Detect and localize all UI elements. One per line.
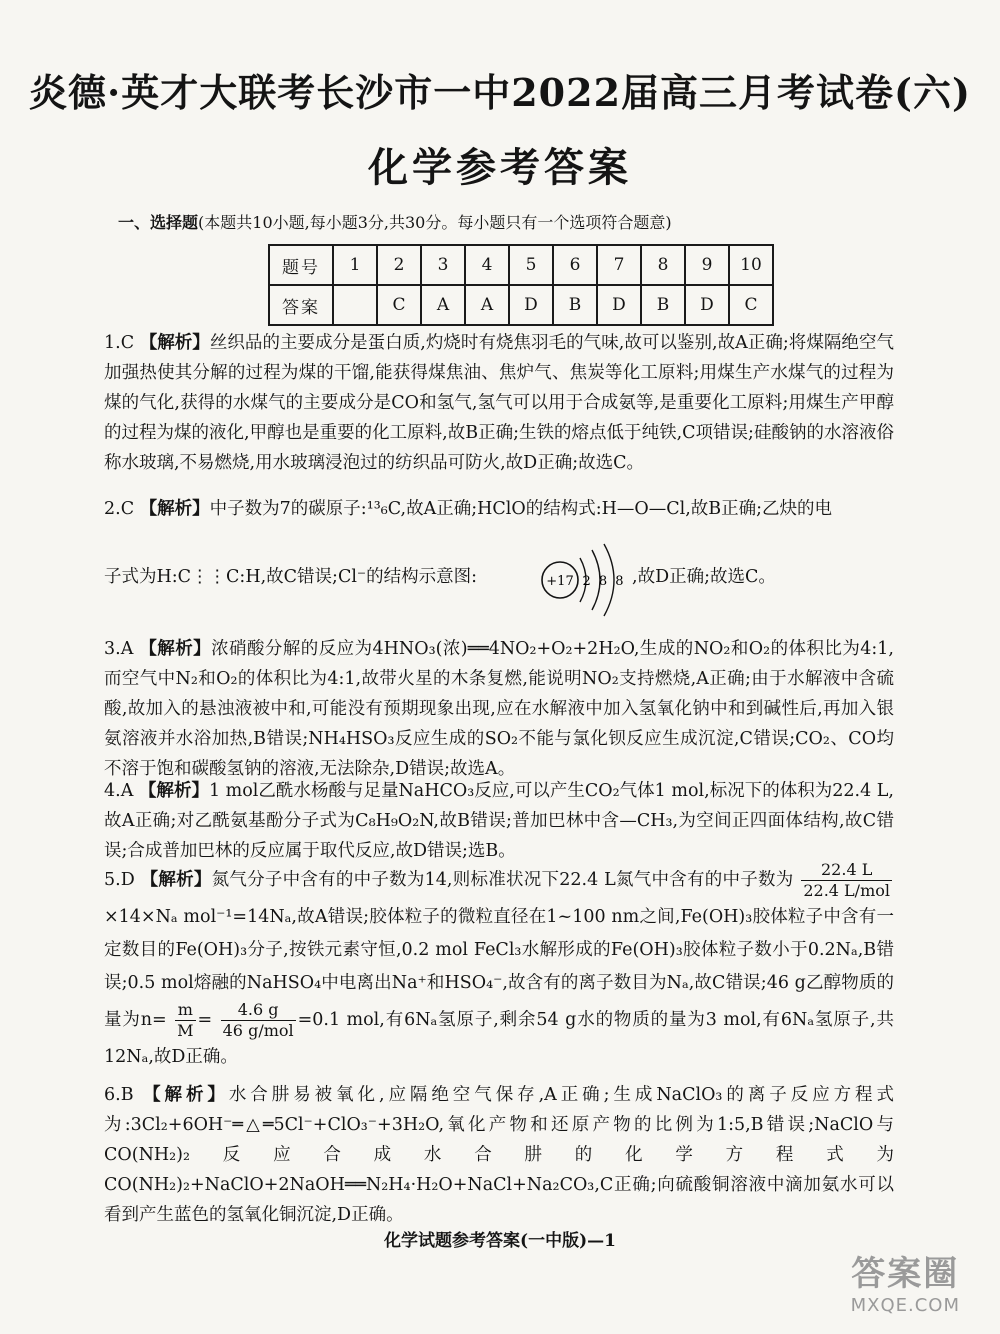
question-text: =0.1 mol,有6Nₐ氢原子,剩余54 g水的物质的量为3 mol,有6Nₐ氢原子,共12Nₐ,故D正确。	[104, 1010, 894, 1067]
fraction-denominator: M	[177, 1021, 194, 1040]
question-4	[104, 776, 894, 866]
section-label: 一、选择题	[118, 213, 199, 232]
table-cell: 9	[685, 245, 729, 285]
fraction	[801, 860, 892, 901]
question-text: =	[197, 1010, 213, 1030]
question-number: 3.A	[104, 639, 134, 659]
question-2	[104, 494, 894, 524]
question-number: 5.D	[104, 870, 135, 890]
fraction-numerator: 22.4 L	[801, 860, 892, 881]
table-cell: 4	[465, 245, 509, 285]
table-cell: 5	[509, 245, 553, 285]
table-cell: B	[553, 285, 597, 325]
table-cell: A	[421, 285, 465, 325]
answer-table-row-answers	[269, 285, 773, 325]
question-6	[104, 1080, 894, 1230]
question-text: 子式为H:C⋮⋮C:H,故C错误;Cl⁻的结构示意图:	[104, 567, 478, 587]
table-header-cell: 题号	[269, 245, 333, 285]
question-2-tail	[632, 562, 892, 592]
question-text: 氮气分子中含有的中子数为14,则标准状况下22.4 L氮气中含有的中子数为	[211, 870, 794, 890]
watermark-logo	[851, 1246, 960, 1316]
chlorine-ion-structure-diagram	[540, 540, 630, 620]
table-cell: 2	[377, 245, 421, 285]
question-text: 中子数为7的碳原子:¹³₆C,故A正确;HClO的结构式:H—O—Cl,故B正确;乙炔的电	[209, 499, 833, 519]
nucleus-charge: +17	[546, 574, 574, 589]
table-cell: C	[729, 285, 773, 325]
analysis-tag: 【解析】	[139, 639, 212, 659]
question-text: ,故D正确;故选C。	[632, 567, 776, 587]
page-footer: 化学试题参考答案(一中版)—1	[384, 1231, 616, 1251]
analysis-tag: 【解析】	[143, 1085, 229, 1105]
table-header-cell: 答案	[269, 285, 333, 325]
question-number: 2.C	[104, 499, 135, 519]
answer-table	[268, 244, 774, 326]
question-5	[104, 860, 894, 1074]
question-text: 丝织品的主要成分是蛋白质,灼烧时有烧焦羽毛的气味,故可以鉴别,故A正确;将煤隔绝空气加强热使其分解的过程为煤的干馏,能获得煤焦油、焦炉气、焦炭等化工原料;用煤生产水煤气的过程为煤的气化,获得的水煤气的主要成分是CO和氢气,氢气可以用于合成氨等,是重要化工原料;用煤生产甲醇的过程为煤的液化,甲醇也是重要的化工原料,故B正确;生铁的熔点低于纯铁,C项错误;硅酸钠的水溶液俗称水玻璃,不易燃烧,用水玻璃浸泡过的纺织品可防火,故D正确;故选C。	[104, 333, 894, 473]
fraction	[221, 1000, 296, 1041]
table-cell	[333, 285, 377, 325]
watermark-text: 答案圈	[851, 1254, 960, 1294]
table-cell: 7	[597, 245, 641, 285]
answer-table-row-numbers	[269, 245, 773, 285]
analysis-tag: 【解析】	[139, 499, 210, 519]
table-cell: D	[685, 285, 729, 325]
table-cell: C	[377, 285, 421, 325]
section-heading	[118, 210, 672, 233]
fraction-numerator: 4.6 g	[221, 1000, 296, 1021]
analysis-tag: 【解析】	[139, 333, 210, 353]
table-cell: 6	[553, 245, 597, 285]
table-cell: 10	[729, 245, 773, 285]
analysis-tag: 【解析】	[140, 870, 212, 890]
table-cell: B	[641, 285, 685, 325]
table-cell: A	[465, 285, 509, 325]
page-subtitle: 化学参考答案	[368, 144, 632, 191]
fraction	[175, 1000, 195, 1041]
question-3	[104, 634, 894, 784]
section-note: (本题共10小题,每小题3分,共30分。每小题只有一个选项符合题意)	[198, 213, 672, 232]
table-cell: 8	[641, 245, 685, 285]
table-cell: 3	[421, 245, 465, 285]
question-text: ×14×Nₐ mol⁻¹=14Nₐ,故A错误;胶体粒子的微粒直径在1~100 nm之间,Fe(OH)₃胶体粒子中含有一定数目的Fe(OH)₃分子,按铁元素守恒,0.2 mol FeCl₃水解形成的Fe(OH)₃胶体粒子数小于0.2Nₐ,B错误;0.5 mol熔融的NaHSO₄中电离出Na⁺和HSO₄⁻,故含有的离子数目为Nₐ,故C错误;46 g乙醇物质的量为n=	[104, 907, 894, 1030]
question-number: 4.A	[104, 781, 134, 801]
fraction-numerator: m	[175, 1000, 195, 1021]
table-cell: D	[509, 285, 553, 325]
fraction-denominator: 22.4 L/mol	[803, 881, 890, 900]
question-number: 6.B	[104, 1085, 134, 1105]
table-cell: D	[597, 285, 641, 325]
question-number: 1.C	[104, 333, 135, 353]
watermark-url: MXQE.COM	[850, 1295, 960, 1316]
table-cell: 1	[333, 245, 377, 285]
question-text: 水合肼易被氧化,应隔绝空气保存,A正确;生成NaClO₃的离子反应方程式为:3Cl₂+6OH⁻═△═5Cl⁻+ClO₃⁻+3H₂O,氧化产物和还原产物的比例为1:5,B错误;NaClO与CO(NH₂)₂反应合成水合肼的化学方程式为CO(NH₂)₂+NaClO+2NaOH══N₂H₄·H₂O+NaCl+Na₂CO₃,C正确;向硫酸铜溶液中滴加氨水可以看到产生蓝色的氢氧化铜沉淀,D正确。	[104, 1085, 894, 1225]
analysis-tag: 【解析】	[138, 781, 209, 801]
question-text: 1 mol乙酰水杨酸与足量NaHCO₃反应,可以产生CO₂气体1 mol,标况下的体积为22.4 L,故A正确;对乙酰氨基酚分子式为C₈H₉O₂N,故B错误;普加巴林中含—CH₃,为空间正四面体结构,故C错误;合成普加巴林的反应属于取代反应,故D错误;选B。	[104, 781, 894, 861]
question-text: 浓硝酸分解的反应为4HNO₃(浓)══4NO₂+O₂+2H₂O,生成的NO₂和O₂的体积比为4:1,而空气中N₂和O₂的体积比为4:1,故带火星的木条复燃,能说明NO₂支持燃烧,A正确;由于水解液中含硫酸,故加入的悬浊液被中和,可能没有预期现象出现,应在水解液中加入氢氧化钠中和到碱性后,再加入银氨溶液并水浴加热,B错误;NH₄HSO₃反应生成的SO₂不能与氯化钡反应生成沉淀,C错误;CO₂、CO均不溶于饱和碳酸氢钠的溶液,无法除杂,D错误;故选A。	[104, 639, 894, 779]
page-title: 炎德·英才大联考长沙市一中2022届高三月考试卷(六)	[29, 70, 971, 115]
question-1	[104, 328, 894, 478]
electron-shell-counts: 2 8 8	[582, 574, 626, 589]
fraction-denominator: 46 g/mol	[222, 1021, 294, 1040]
